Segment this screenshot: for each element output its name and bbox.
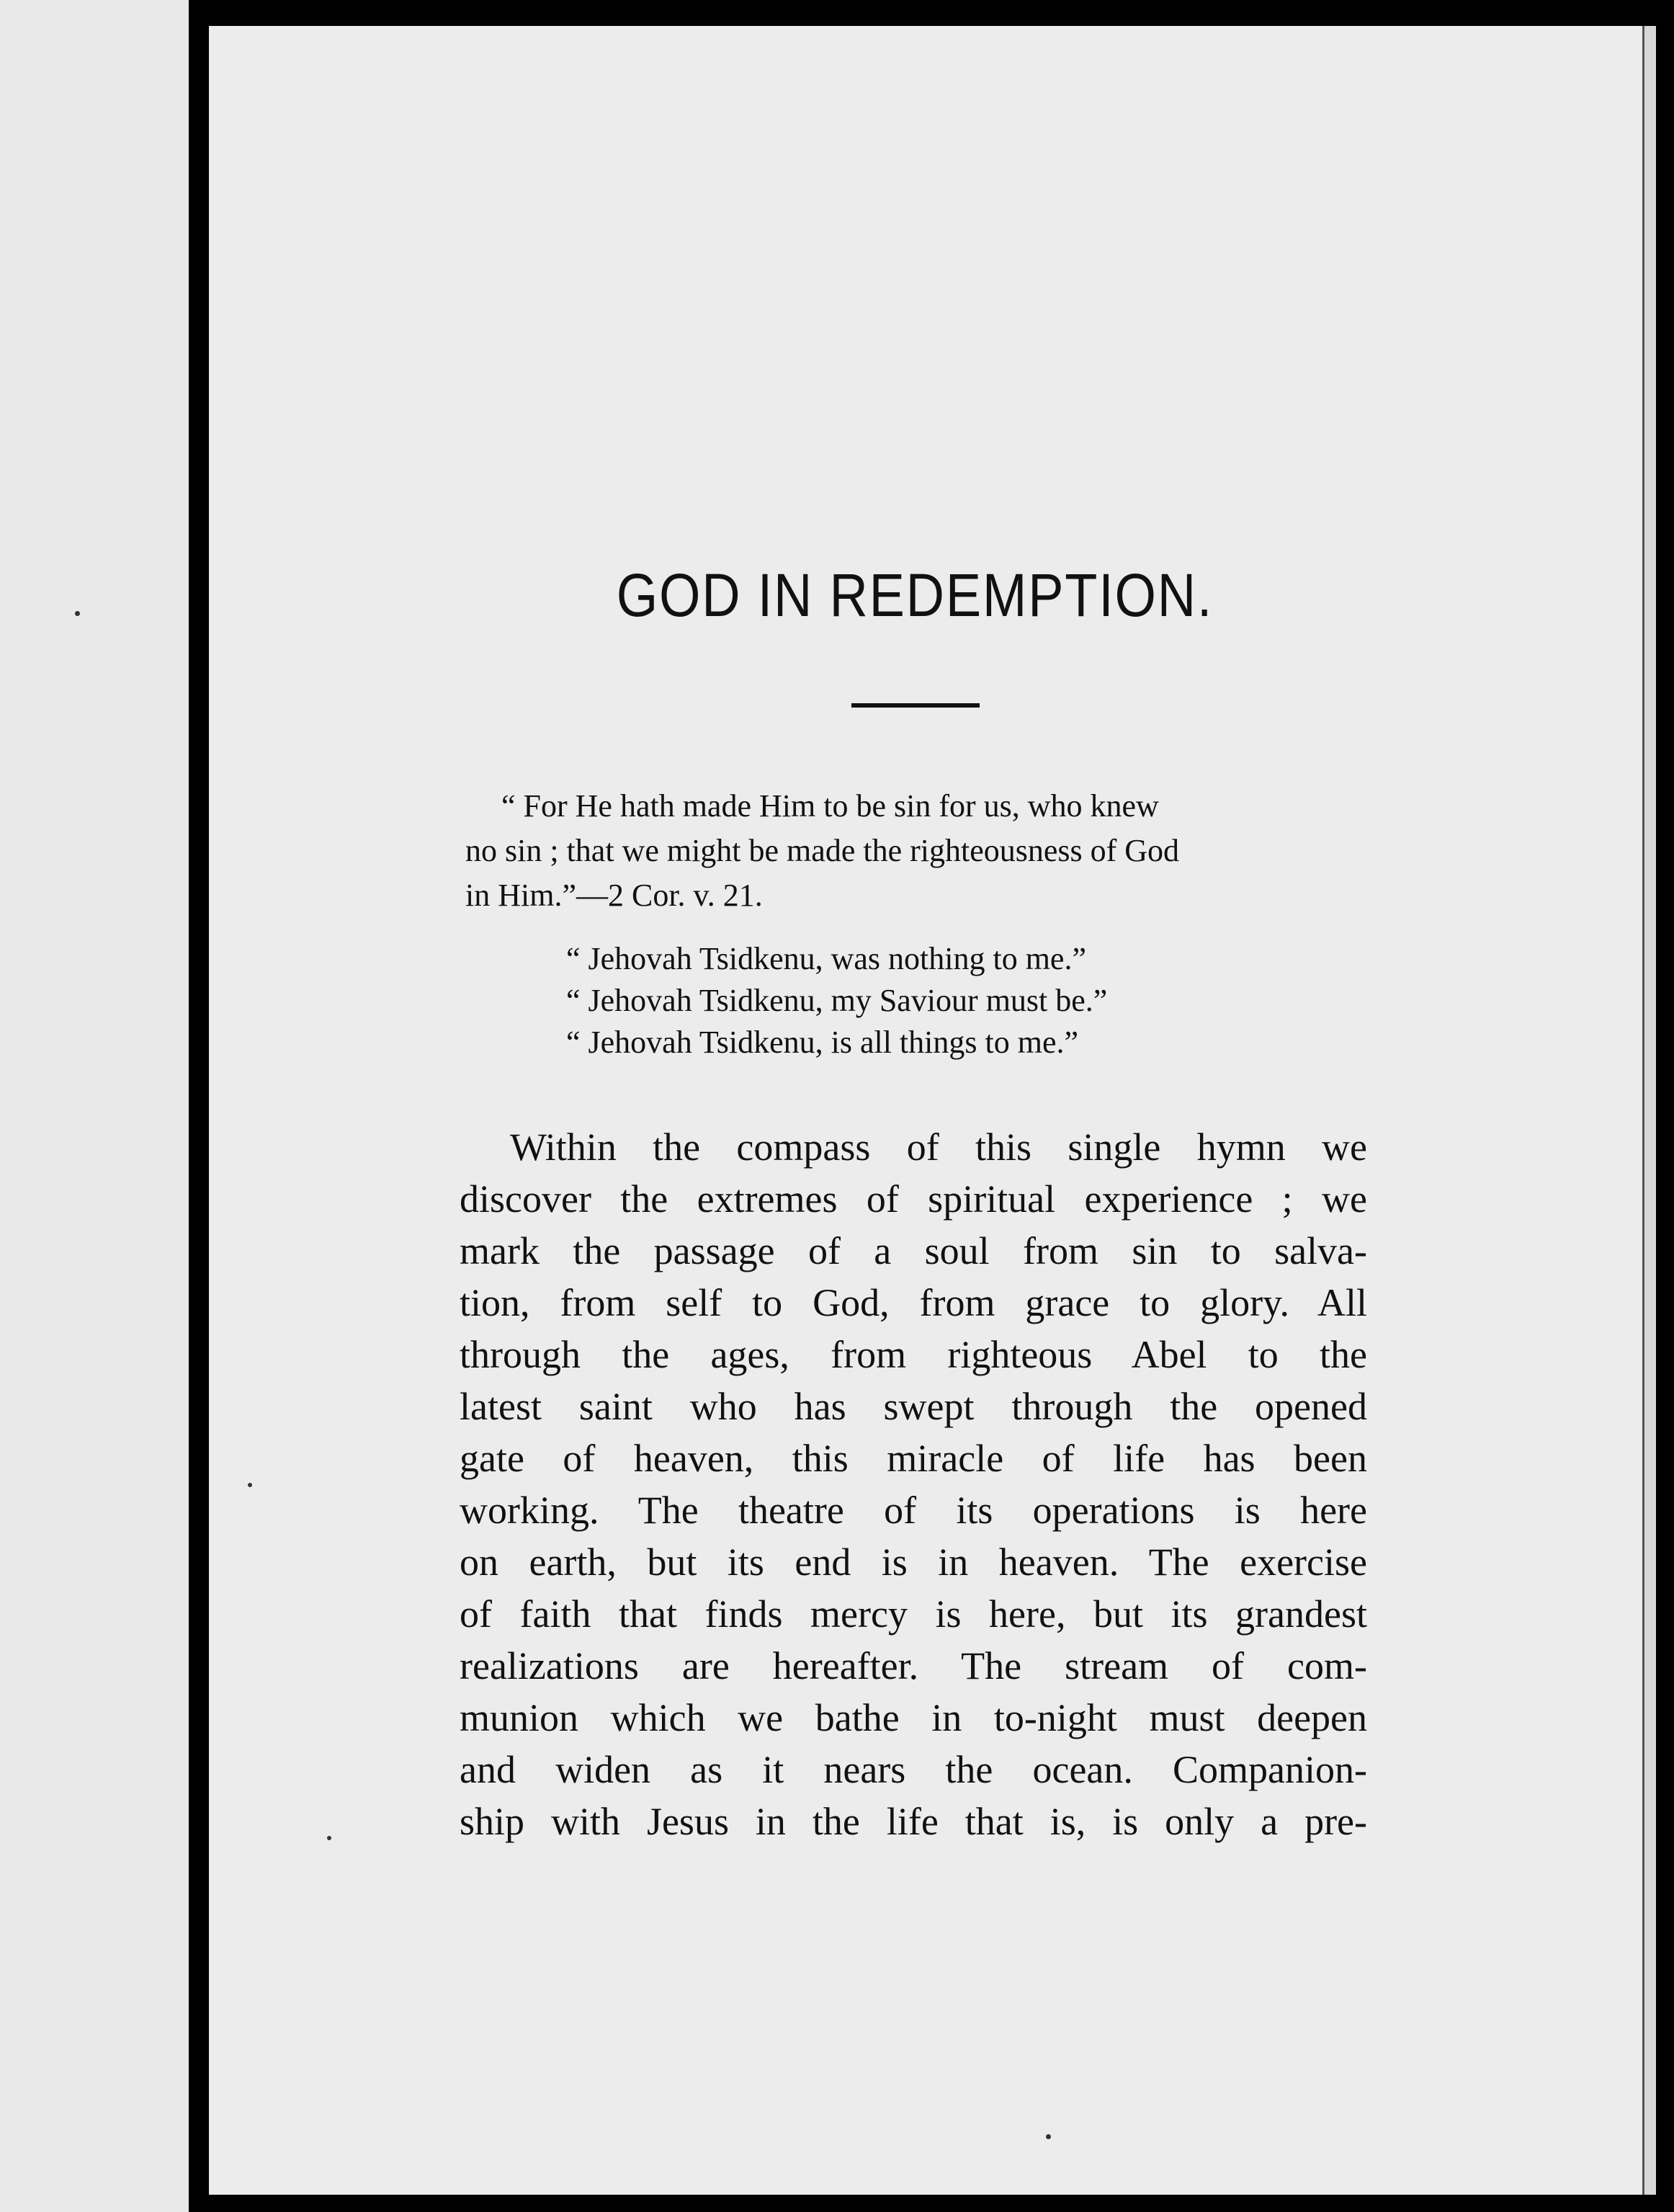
body-line: working. The theatre of its operations is here <box>460 1489 1367 1532</box>
body-line: latest saint who has swept through the opened <box>460 1385 1367 1428</box>
scripture-epigraph <box>465 784 1366 918</box>
body-line: of faith that finds mercy is here, but its grandest <box>460 1592 1367 1636</box>
body-line: munion which we bathe in to-night must deepen <box>460 1696 1367 1739</box>
body-line: on earth, but its end is in heaven. The exercise <box>460 1540 1367 1584</box>
paper-speck <box>248 1483 252 1487</box>
epigraph-line: no sin ; that we might be made the righteousness of God <box>465 833 1180 868</box>
body-line: mark the passage of a soul from sin to salva- <box>460 1229 1367 1272</box>
body-line: and widen as it nears the ocean. Companion- <box>460 1748 1367 1791</box>
title-rule <box>851 703 980 708</box>
binding-gutter <box>189 0 209 2212</box>
body-line: Within the compass of this single hymn we <box>510 1125 1367 1169</box>
body-line: discover the extremes of spiritual experience ; we <box>460 1177 1367 1221</box>
left-page-margin <box>0 0 189 2212</box>
paper-speck <box>1046 2134 1051 2139</box>
verse-line: “ Jehovah Tsidkenu, is all things to me.” <box>566 1025 1079 1060</box>
body-paragraph <box>460 1121 1367 1847</box>
chapter-title: GOD IN REDEMPTION. <box>616 561 1214 629</box>
verse-line: “ Jehovah Tsidkenu, my Saviour must be.” <box>566 983 1108 1018</box>
body-line: realizations are hereafter. The stream of com- <box>460 1644 1367 1687</box>
paper-speck <box>327 1836 331 1840</box>
book-page <box>209 26 1642 2195</box>
body-line: gate of heaven, this miracle of life has been <box>460 1437 1367 1480</box>
hymn-verse <box>566 938 1359 1063</box>
epigraph-line: in Him.”—2 Cor. v. 21. <box>465 878 763 913</box>
body-line: ship with Jesus in the life that is, is only a pre- <box>460 1800 1367 1843</box>
body-line: tion, from self to God, from grace to glory. All <box>460 1281 1367 1324</box>
page-edge <box>1642 26 1656 2195</box>
paper-speck <box>75 611 80 616</box>
verse-line: “ Jehovah Tsidkenu, was nothing to me.” <box>566 941 1086 976</box>
body-line: through the ages, from righteous Abel to the <box>460 1333 1367 1376</box>
epigraph-line: “ For He hath made Him to be sin for us, who knew <box>501 788 1159 824</box>
